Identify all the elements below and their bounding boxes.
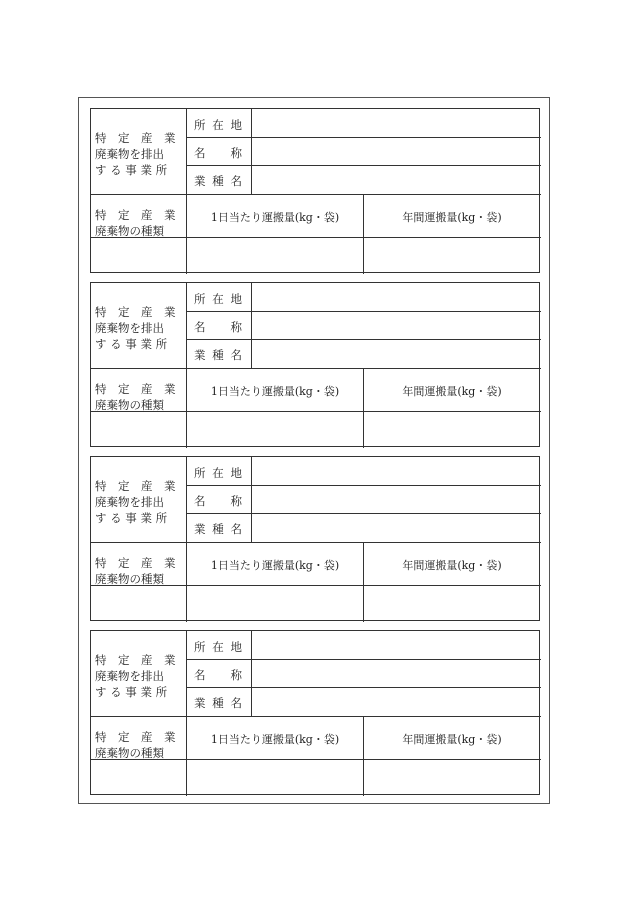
address-label (194, 639, 242, 655)
address-label (194, 465, 242, 481)
facility-label-line: 特 定 産 業 (95, 653, 176, 667)
facility-label-line: 廃棄物を排出 (95, 669, 164, 683)
waste-type-label-line: 廃棄物の種類 (95, 746, 164, 760)
waste-type-label (95, 555, 183, 587)
table-divider (91, 194, 541, 195)
waste-type-label (95, 381, 183, 413)
waste-facility-block (90, 456, 540, 621)
address-label-char: 地 (230, 640, 242, 654)
waste-type-field[interactable] (91, 586, 186, 620)
daily-amount-header: 1日当たり運搬量(kg・袋) (210, 211, 340, 224)
facility-label-line: 廃棄物を排出 (95, 495, 164, 509)
name-label-char: 名 (194, 146, 206, 160)
waste-type-label (95, 729, 183, 761)
name-label-char: 名 (194, 494, 206, 508)
industry-label-char: 名 (230, 174, 242, 188)
facility-label-line: 廃棄物を排出 (95, 147, 164, 161)
name-label (194, 145, 242, 161)
waste-type-field[interactable] (91, 238, 186, 272)
daily-amount-field[interactable] (187, 412, 363, 446)
industry-label-char: 種 (212, 522, 224, 536)
address-label-char: 地 (230, 292, 242, 306)
industry-label-char: 種 (212, 696, 224, 710)
industry-label-char: 種 (212, 174, 224, 188)
waste-type-label-line: 廃棄物の種類 (95, 398, 164, 412)
waste-facility-block (90, 108, 540, 273)
industry-label (194, 521, 242, 537)
facility-label (95, 652, 183, 700)
waste-type-field[interactable] (91, 412, 186, 446)
address-label-char: 所 (194, 292, 206, 306)
name-value-field[interactable] (252, 137, 539, 165)
yearly-amount-field[interactable] (364, 586, 540, 620)
yearly-amount-header: 年間運搬量(kg・袋) (402, 559, 502, 572)
industry-label-char: 業 (194, 348, 206, 362)
waste-facility-block (90, 282, 540, 447)
facility-label-line: す る 事 業 所 (95, 511, 168, 525)
waste-type-label (95, 207, 183, 239)
name-value-field[interactable] (252, 659, 539, 687)
industry-value-field[interactable] (252, 687, 539, 716)
daily-amount-header: 1日当たり運搬量(kg・袋) (210, 559, 340, 572)
daily-amount-field[interactable] (187, 586, 363, 620)
address-label-char: 所 (194, 640, 206, 654)
industry-value-field[interactable] (252, 339, 539, 368)
industry-label-char: 業 (194, 522, 206, 536)
name-label-char: 名 (194, 320, 206, 334)
daily-amount-field[interactable] (187, 238, 363, 272)
waste-type-label-line: 廃棄物の種類 (95, 224, 164, 238)
industry-label-char: 名 (230, 522, 242, 536)
address-label (194, 117, 242, 133)
name-label-char: 称 (230, 146, 242, 160)
facility-label (95, 478, 183, 526)
yearly-amount-field[interactable] (364, 412, 540, 446)
facility-label-line: 特 定 産 業 (95, 131, 176, 145)
industry-label (194, 173, 242, 189)
yearly-amount-header: 年間運搬量(kg・袋) (402, 211, 502, 224)
address-value-field[interactable] (252, 283, 539, 311)
waste-type-label-line: 特 定 産 業 (95, 382, 176, 396)
name-value-field[interactable] (252, 485, 539, 513)
address-label-char: 地 (230, 466, 242, 480)
daily-amount-field[interactable] (187, 760, 363, 794)
facility-label-line: す る 事 業 所 (95, 337, 168, 351)
name-value-field[interactable] (252, 311, 539, 339)
address-label (194, 291, 242, 307)
address-label-char: 在 (212, 292, 224, 306)
address-label-char: 在 (212, 118, 224, 132)
address-label-char: 所 (194, 118, 206, 132)
yearly-amount-header: 年間運搬量(kg・袋) (402, 733, 502, 746)
name-label (194, 319, 242, 335)
yearly-amount-header: 年間運搬量(kg・袋) (402, 385, 502, 398)
industry-label (194, 695, 242, 711)
facility-label-line: す る 事 業 所 (95, 685, 168, 699)
table-divider (91, 716, 541, 717)
facility-label-line: 廃棄物を排出 (95, 321, 164, 335)
table-divider (91, 368, 541, 369)
waste-type-label-line: 廃棄物の種類 (95, 572, 164, 586)
yearly-amount-field[interactable] (364, 238, 540, 272)
facility-label (95, 130, 183, 178)
industry-label-char: 種 (212, 348, 224, 362)
waste-type-label-line: 特 定 産 業 (95, 556, 176, 570)
yearly-amount-field[interactable] (364, 760, 540, 794)
name-label (194, 493, 242, 509)
name-label-char: 称 (230, 668, 242, 682)
waste-type-field[interactable] (91, 760, 186, 794)
name-label-char: 称 (230, 494, 242, 508)
daily-amount-header: 1日当たり運搬量(kg・袋) (210, 733, 340, 746)
facility-label-line: す る 事 業 所 (95, 163, 168, 177)
facility-label-line: 特 定 産 業 (95, 305, 176, 319)
address-value-field[interactable] (252, 457, 539, 485)
industry-label-char: 業 (194, 174, 206, 188)
address-value-field[interactable] (252, 109, 539, 137)
industry-label-char: 名 (230, 696, 242, 710)
facility-label (95, 304, 183, 352)
name-label-char: 称 (230, 320, 242, 334)
table-divider (91, 542, 541, 543)
industry-label-char: 業 (194, 696, 206, 710)
industry-label (194, 347, 242, 363)
address-label-char: 在 (212, 640, 224, 654)
industry-value-field[interactable] (252, 513, 539, 542)
industry-label-char: 名 (230, 348, 242, 362)
daily-amount-header: 1日当たり運搬量(kg・袋) (210, 385, 340, 398)
facility-label-line: 特 定 産 業 (95, 479, 176, 493)
address-value-field[interactable] (252, 631, 539, 659)
waste-type-label-line: 特 定 産 業 (95, 730, 176, 744)
address-label-char: 在 (212, 466, 224, 480)
name-label-char: 名 (194, 668, 206, 682)
waste-type-label-line: 特 定 産 業 (95, 208, 176, 222)
name-label (194, 667, 242, 683)
address-label-char: 所 (194, 466, 206, 480)
address-label-char: 地 (230, 118, 242, 132)
waste-facility-block (90, 630, 540, 795)
industry-value-field[interactable] (252, 165, 539, 194)
